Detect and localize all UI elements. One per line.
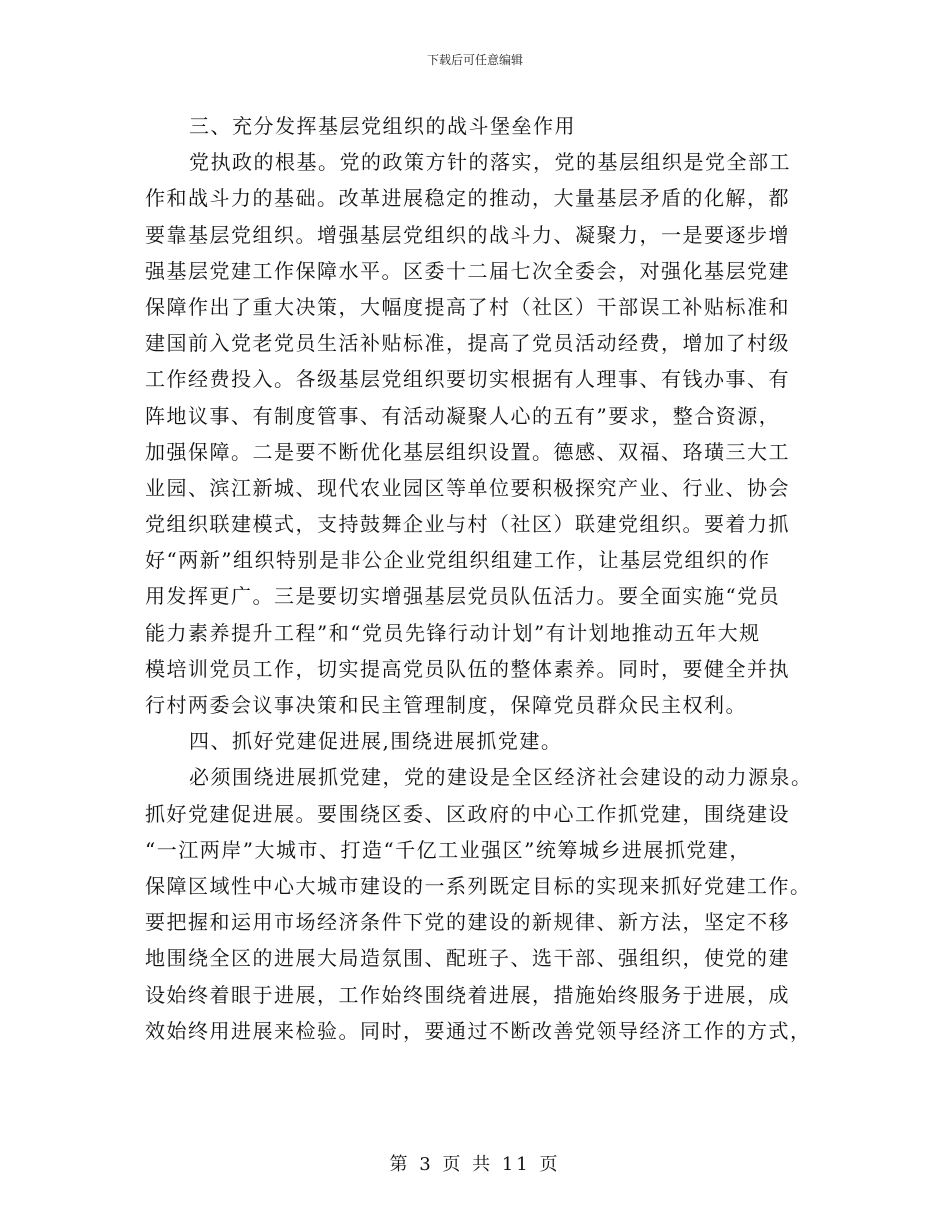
page-number-footer: 第 3 页 共 11 页 [389,1154,561,1175]
text-line: 设始终着眼于进展，工作始终围绕着进展，措施始终服务于进展，成 [145,982,790,1007]
text-line: 要把握和运用市场经济条件下党的建设的新规律、新方法，坚定不移 [145,910,790,935]
text-line: 业园、滨江新城、现代农业园区等单位要积极探究产业、行业、协会 [145,475,790,500]
text-line: 工作经费投入。各级基层党组织要切实根据有人理事、有钱办事、有 [145,367,790,392]
text-line: 四、抓好党建促进展,围绕进展抓党建。 [189,729,563,754]
text-line: “一江两岸”大城市、打造“千亿工业强区”统筹城乡进展抓党建， [145,837,751,862]
text-line: 好“两新”组织特别是非公企业党组织组建工作，让基层党组织的作 [145,548,771,573]
text-line: 三、充分发挥基层党组织的战斗堡垒作用 [189,114,576,138]
text-line: 党组织联建模式，支持鼓舞企业与村（社区）联建党组织。要着力抓 [145,512,790,537]
text-line: 强基层党建工作保障水平。区委十二届七次全委会，对强化基层党建 [145,258,790,283]
text-line: 能力素养提升工程”和“党员先锋行动计划”有计划地推动五年大规 [145,620,761,645]
text-line: 保障作出了重大决策，大幅度提高了村（社区）干部误工补贴标准和 [145,294,790,319]
text-line: 保障区域性中心大城市建设的一系列既定目标的实现来抓好党建工作。 [145,873,812,898]
text-line: 行村两委会议事决策和民主管理制度，保障党员群众民主权利。 [145,693,747,717]
header-note: 下载后可任意编辑 [426,53,523,67]
text-line: 效始终用进展来检验。同时，要通过不断改善党领导经济工作的方式， [145,1018,812,1043]
document-body [145,108,825,1049]
text-line: 加强保障。二是要不断优化基层组织设置。德感、双福、珞璜三大工 [145,439,790,464]
text-line: 建国前入党老党员生活补贴标准，提高了党员活动经费，增加了村级 [145,331,790,356]
text-line: 要靠基层党组织。增强基层党组织的战斗力、凝聚力，一是要逐步增 [145,222,790,247]
text-line: 地围绕全区的进展大局造氛围、配班子、选干部、强组织，使党的建 [145,946,790,971]
text-line: 作和战斗力的基础。改革进展稳定的推动，大量基层矛盾的化解，都 [145,186,790,211]
text-line: 模培训党员工作，切实提高党员队伍的整体素养。同时，要健全并执 [145,656,790,681]
text-line: 用发挥更广。三是要切实增强基层党员队伍活力。要全面实施“党员 [145,584,781,609]
text-line: 阵地议事、有制度管事、有活动凝聚人心的五有”要求，整合资源， [145,403,781,428]
text-line: 抓好党建促进展。要围绕区委、区政府的中心工作抓党建，围绕建设 [145,801,790,826]
text-line: 党执政的根基。党的政策方针的落实，党的基层组织是党全部工 [189,150,791,175]
text-line: 必须围绕进展抓党建，党的建设是全区经济社会建设的动力源泉。 [189,765,813,790]
